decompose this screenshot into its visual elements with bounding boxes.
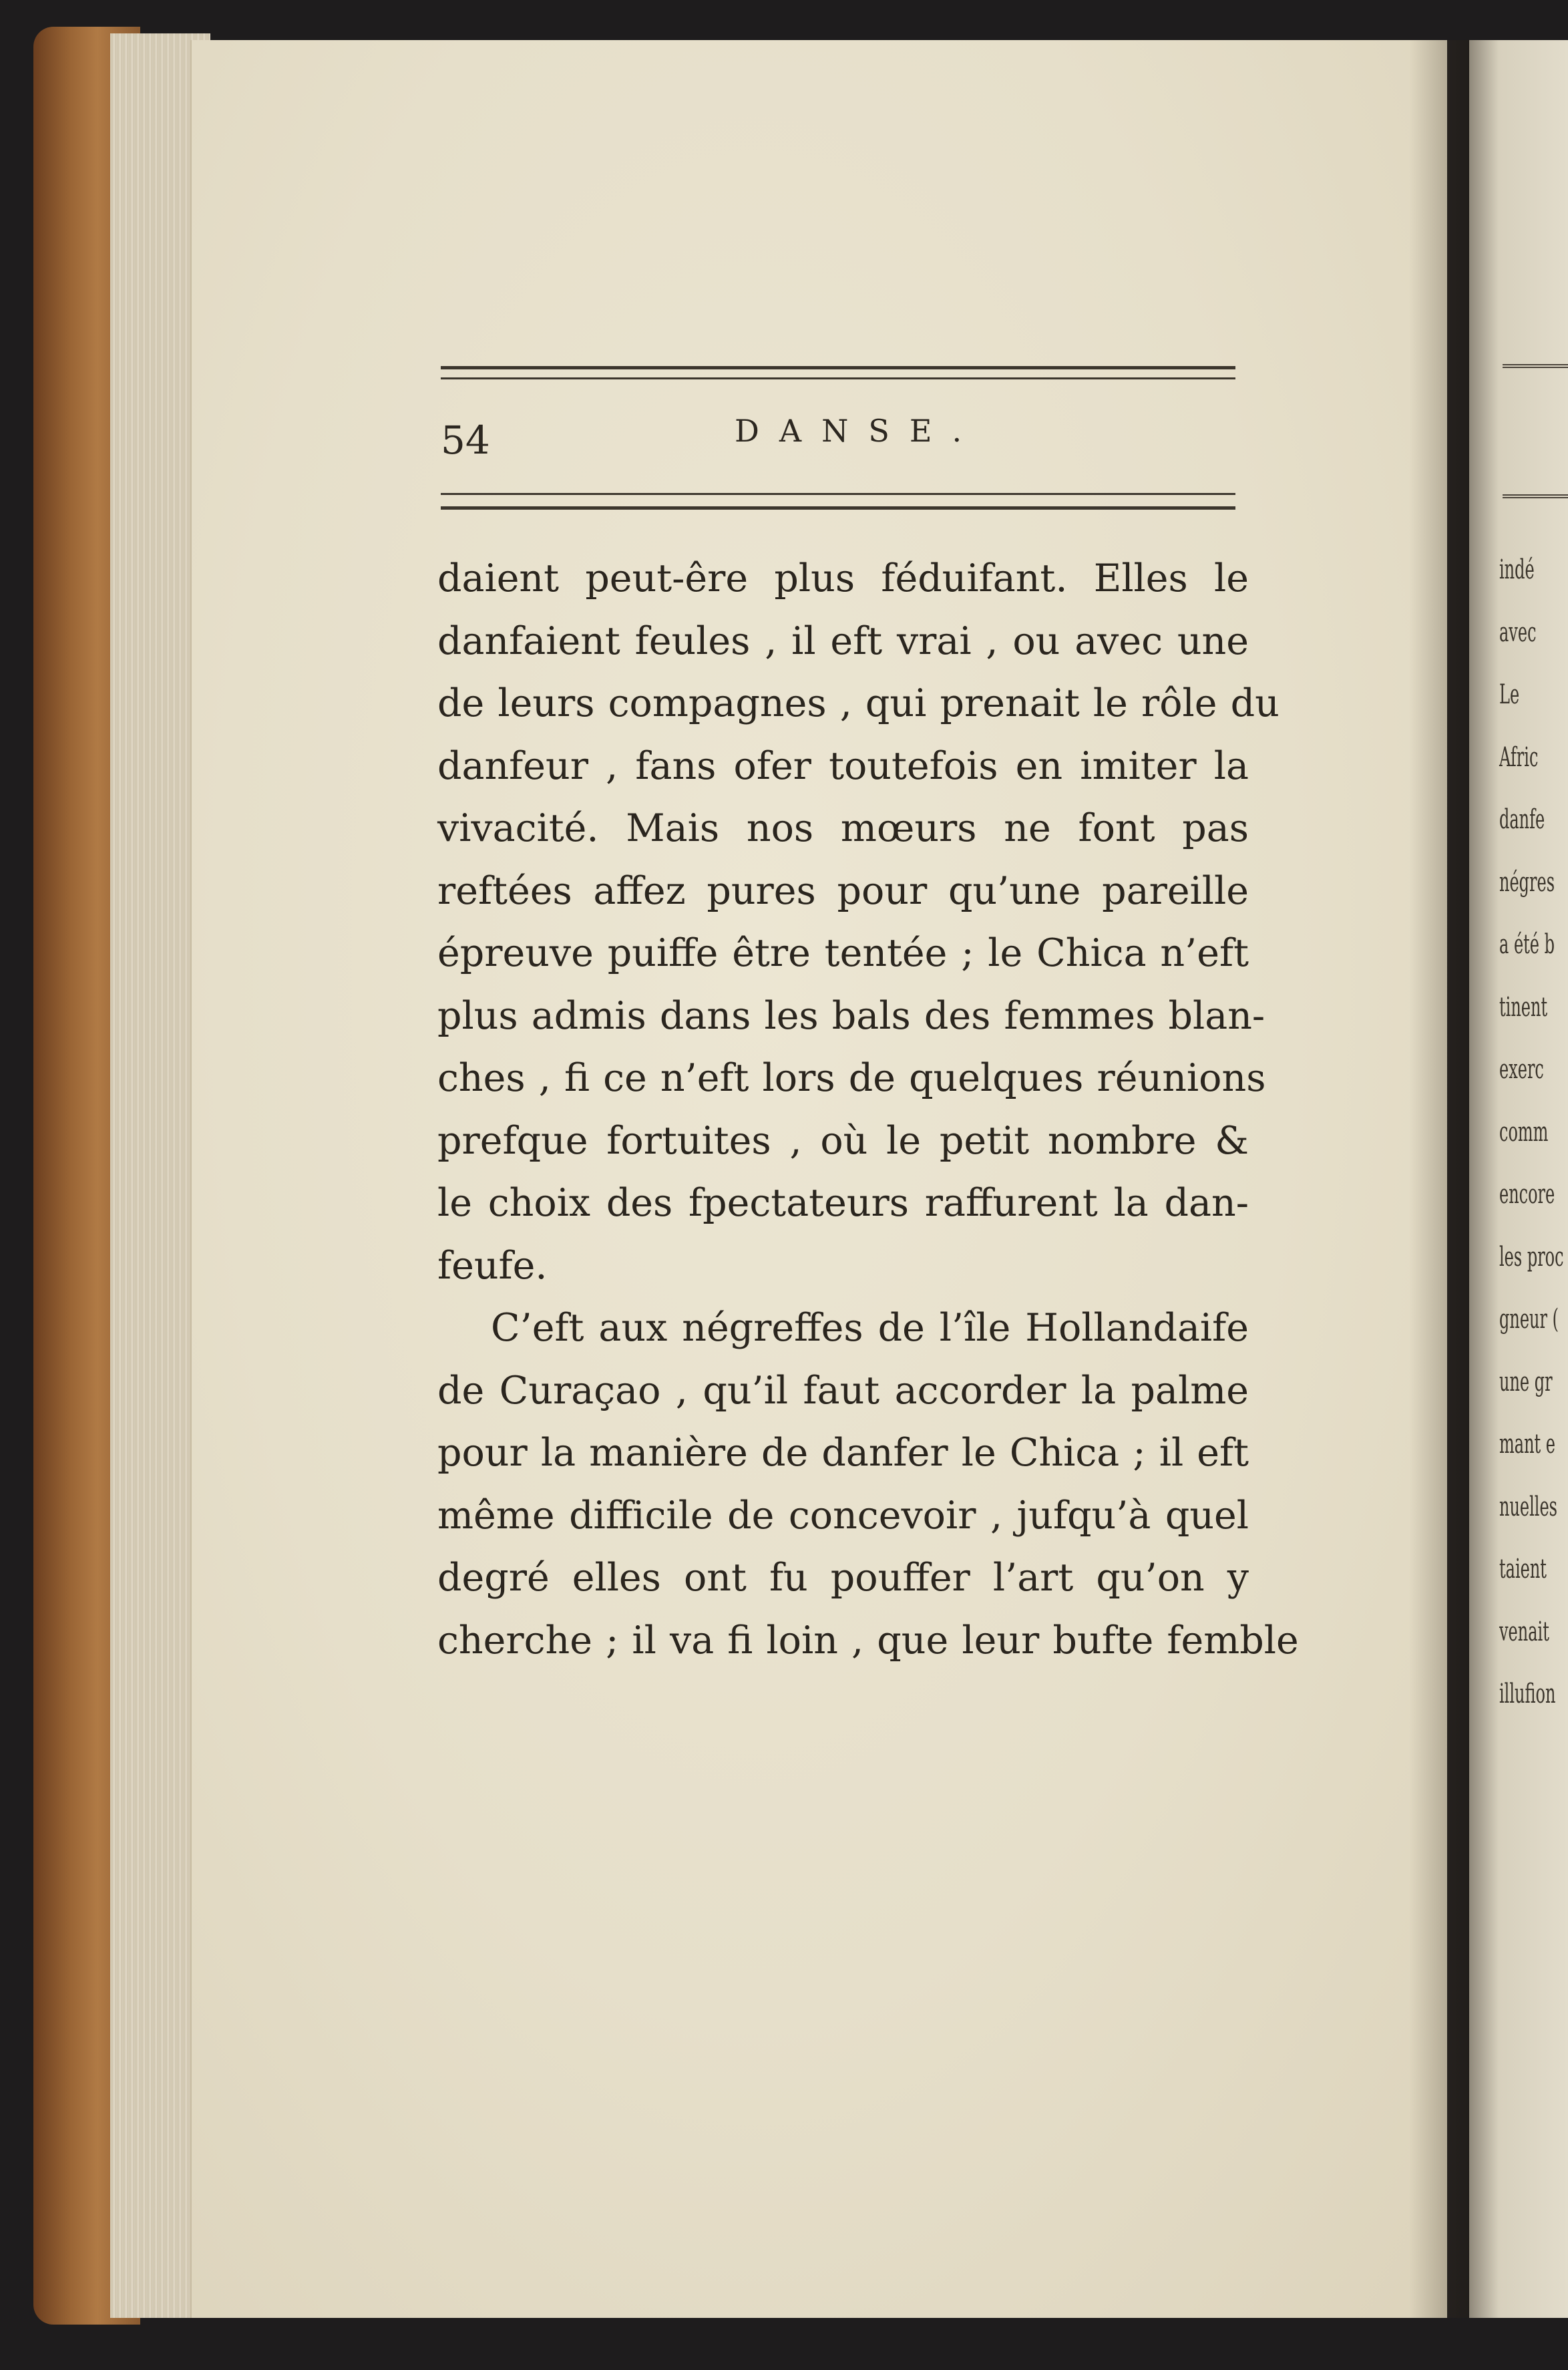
page-number: 54 bbox=[441, 417, 490, 463]
facing-page-fragment: indé bbox=[1499, 554, 1535, 585]
text-line: C’eft aux négreffes de l’île Hollandaife bbox=[491, 1306, 1249, 1350]
header-rule-top-thin bbox=[441, 377, 1235, 379]
facing-page-fragment: mant e bbox=[1499, 1429, 1555, 1460]
facing-page-fragment: négres bbox=[1499, 866, 1555, 898]
facing-page-rule-bottom bbox=[1503, 494, 1568, 498]
text-line: le choix des fpectateurs raffurent la dan- bbox=[437, 1181, 1249, 1225]
facing-page-fragment: nuelles bbox=[1499, 1491, 1557, 1522]
text-line: plus admis dans les bals des femmes blan- bbox=[437, 993, 1265, 1038]
facing-page-fragment: gneur ( bbox=[1499, 1304, 1559, 1335]
facing-page-fragment: venait bbox=[1499, 1616, 1549, 1647]
facing-page-fragment: encore bbox=[1499, 1179, 1555, 1210]
facing-page-fragment: tinent bbox=[1499, 991, 1548, 1023]
facing-page-fragment: exerc bbox=[1499, 1054, 1544, 1085]
header-rule-top-thick bbox=[441, 366, 1235, 369]
facing-page-fragment: Le bbox=[1499, 679, 1520, 710]
facing-page-fragment: avec bbox=[1499, 617, 1537, 648]
text-line: feufe. bbox=[437, 1243, 548, 1288]
body-text bbox=[437, 548, 1299, 1672]
text-line: prefque fortuites , où le petit nombre & bbox=[437, 1118, 1249, 1163]
facing-page-fragment: Afric bbox=[1499, 741, 1539, 773]
running-head: DANSE. bbox=[735, 413, 982, 449]
text-line: même difficile de concevoir , jufqu’à quel bbox=[437, 1493, 1249, 1538]
text-line: vivacité. Mais nos mœurs ne font pas bbox=[437, 806, 1249, 850]
facing-page-fragment: illufion bbox=[1499, 1679, 1556, 1709]
text-line: cherche ; il va fi loin , que leur bufte femble bbox=[437, 1618, 1299, 1663]
facing-page-fragment: les proc bbox=[1499, 1241, 1564, 1273]
facing-page-fragment: a été b bbox=[1499, 929, 1555, 960]
text-line: ches , fi ce n’eft lors de quelques réunions bbox=[437, 1056, 1266, 1100]
facing-page-fragment: une gr bbox=[1499, 1366, 1553, 1397]
text-line: de Curaçao , qu’il faut accorder la palme bbox=[437, 1368, 1249, 1413]
text-line: daient peut-êre plus féduifant. Elles le bbox=[437, 556, 1249, 601]
header-rule-bottom-thin bbox=[441, 493, 1235, 495]
text-line: pour la manière de danfer le Chica ; il eft bbox=[437, 1431, 1249, 1475]
text-line: reftées affez pures pour qu’une pareille bbox=[437, 868, 1249, 913]
text-line: épreuve puiffe être tentée ; le Chica n’eft bbox=[437, 931, 1249, 975]
text-line: de leurs compagnes , qui prenait le rôle du bbox=[437, 681, 1280, 725]
text-line: degré elles ont fu pouffer l’art qu’on y bbox=[437, 1556, 1249, 1600]
facing-page-fragment: danfe bbox=[1499, 804, 1545, 835]
facing-page-fragment: comm bbox=[1499, 1116, 1549, 1148]
facing-page-rule-top bbox=[1503, 364, 1568, 368]
text-line: danfeur , fans ofer toutefois en imiter la bbox=[437, 743, 1249, 788]
text-line: danfaient feules , il eft vrai , ou avec une bbox=[437, 619, 1249, 663]
facing-page-fragment: taient bbox=[1499, 1554, 1547, 1584]
header-rule-bottom-thick bbox=[441, 506, 1235, 510]
